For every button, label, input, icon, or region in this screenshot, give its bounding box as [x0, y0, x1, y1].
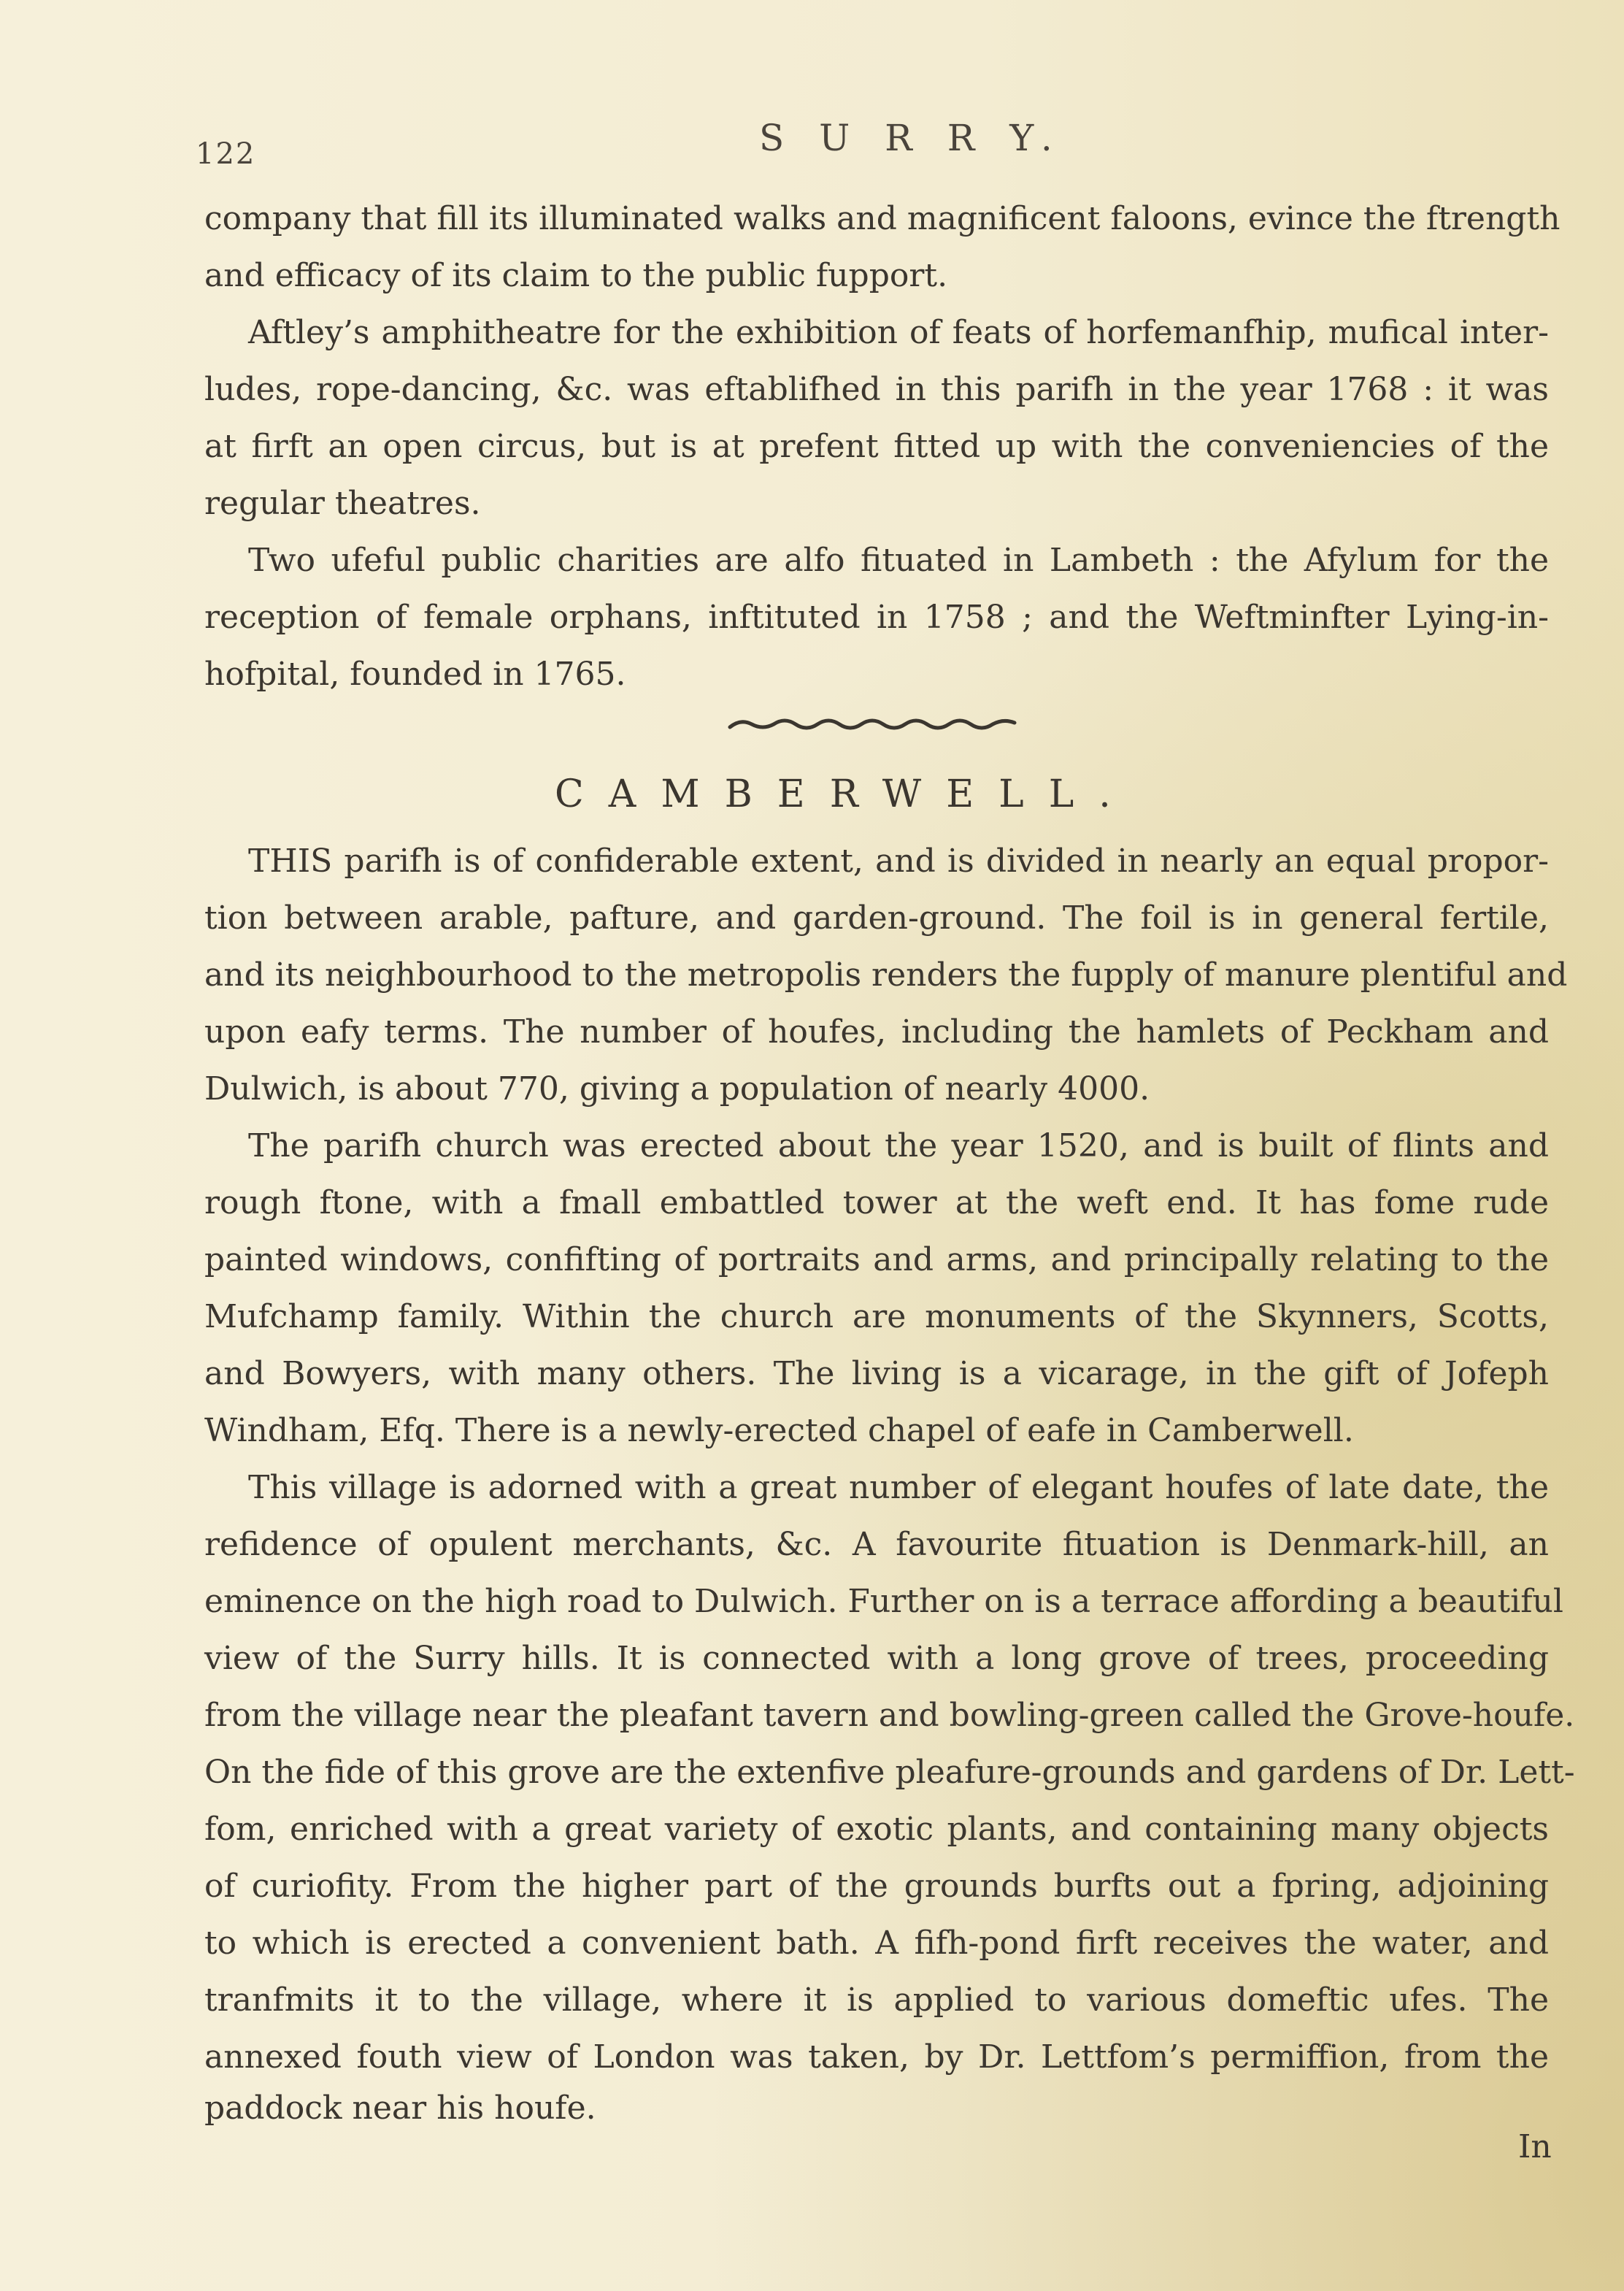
text-line: On the fide of this grove are the extenfive pleafure-grounds and gardens of Dr. Lett- — [204, 1754, 1575, 1791]
text-line: refidence of opulent merchants, &c. A favourite fituation is Denmark-hill, an — [204, 1526, 1549, 1563]
text-line: regular theatres. — [204, 485, 481, 522]
text-line: at firft an open circus, but is at prefent fitted up with the conveniencies of the — [204, 428, 1549, 465]
catchword: In — [1518, 2128, 1552, 2165]
text-line: THIS parifh is of confiderable extent, and is divided in nearly an equal propor- — [248, 843, 1549, 880]
text-line: The parifh church was erected about the year 1520, and is built of flints and — [248, 1127, 1549, 1164]
text-line: Aftley’s amphitheatre for the exhibition of feats of horfemanfhip, mufical inter- — [248, 314, 1549, 351]
text-line: company that fill its illuminated walks and magnificent faloons, evince the ftrength — [204, 200, 1560, 237]
section-title: CAMBERWELL. — [555, 772, 1136, 816]
text-line: ludes, rope-dancing, &c. was eftablifhed in this parifh in the year 1768 : it was — [204, 371, 1549, 408]
text-line: paddock near his houfe. — [204, 2089, 596, 2127]
text-line: and efficacy of its claim to the public fupport. — [204, 257, 948, 294]
text-line: upon eafy terms. The number of houfes, including the hamlets of Peckham and — [204, 1013, 1549, 1051]
text-line: view of the Surry hills. It is connected with a long grove of trees, proceeding — [204, 1640, 1549, 1677]
text-line: to which is erected a convenient bath. A fifh-pond firft receives the water, and — [204, 1924, 1549, 1962]
text-line: Windham, Efq. There is a newly-erected chapel of eafe in Camberwell. — [204, 1412, 1354, 1449]
text-line: painted windows, confifting of portraits and arms, and principally relating to the — [204, 1241, 1549, 1278]
wavy-rule-ornament-icon — [726, 714, 1018, 736]
text-line: fom, enriched with a great variety of exotic plants, and containing many objects — [204, 1811, 1549, 1848]
text-line: annexed fouth view of London was taken, by Dr. Lettfom’s permiffion, from the — [204, 2038, 1549, 2076]
text-line: tranfmits it to the village, where it is applied to various domeftic ufes. The — [204, 1981, 1549, 2019]
running-title: S U R R Y. — [759, 117, 1064, 159]
text-line: Dulwich, is about 770, giving a population of nearly 4000. — [204, 1070, 1150, 1108]
text-line: This village is adorned with a great number of elegant houfes of late date, the — [248, 1469, 1549, 1506]
text-line: and Bowyers, with many others. The living is a vicarage, in the gift of Jofeph — [204, 1355, 1549, 1392]
text-line: eminence on the high road to Dulwich. Further on is a terrace affording a beautiful — [204, 1583, 1563, 1620]
text-line: of curiofity. From the higher part of the grounds burfts out a fpring, adjoining — [204, 1868, 1549, 1905]
text-line: Two ufeful public charities are alfo fituated in Lambeth : the Afylum for the — [248, 542, 1549, 579]
text-line: tion between arable, pafture, and garden-ground. The foil is in general fertile, — [204, 899, 1549, 937]
page-number: 122 — [196, 137, 256, 171]
text-line: Mufchamp family. Within the church are monuments of the Skynners, Scotts, — [204, 1298, 1549, 1335]
text-line: reception of female orphans, inftituted in 1758 ; and the Weftminfter Lying-in- — [204, 599, 1549, 636]
text-line: hofpital, founded in 1765. — [204, 656, 626, 693]
text-line: rough ftone, with a fmall embattled tower at the weft end. It has fome rude — [204, 1184, 1549, 1221]
text-line: from the village near the pleafant tavern and bowling-green called the Grove-houfe. — [204, 1697, 1575, 1734]
text-line: and its neighbourhood to the metropolis renders the fupply of manure plentiful and — [204, 956, 1568, 994]
